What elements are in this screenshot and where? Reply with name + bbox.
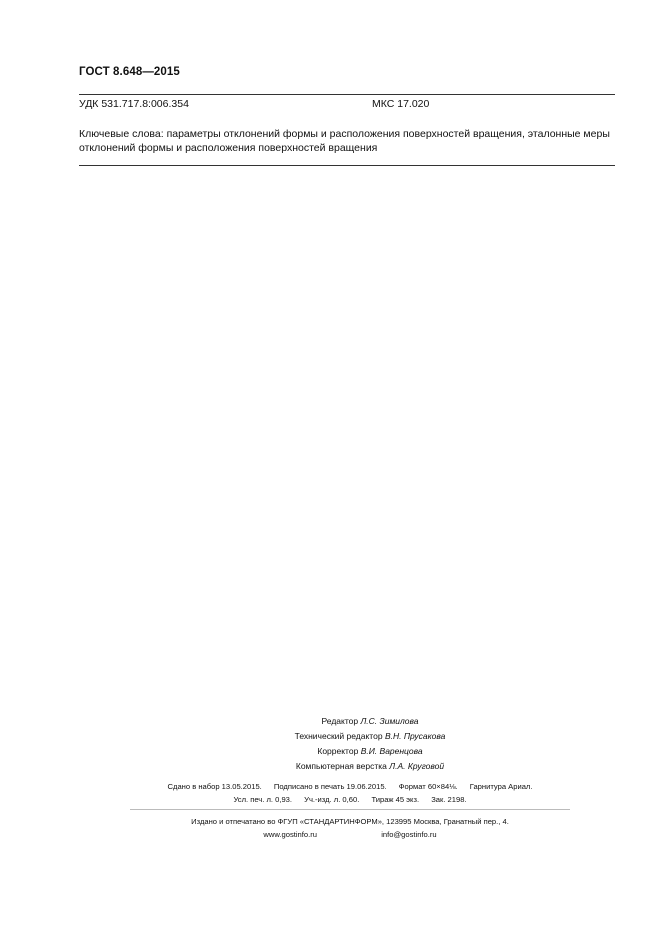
publisher-contacts <box>130 830 570 839</box>
top-divider <box>79 94 615 95</box>
credits-block <box>220 714 520 774</box>
print-info-line-2: Усл. печ. л. 0,93. Уч.-изд. л. 0,60. Тираж 45 экз. Зак. 2198. <box>233 795 467 804</box>
publisher-website: www.gostinfo.ru <box>263 830 317 839</box>
credit-layout: Компьютерная верстка Л.А. Круговой <box>295 761 445 771</box>
publisher-email: info@gostinfo.ru <box>381 830 437 839</box>
udk-code: УДК 531.717.8:006.354 <box>79 98 189 110</box>
keywords-block <box>79 127 619 155</box>
keywords-text: параметры отклонений формы и расположения поверхностей вращения, эталонные меры отклонений формы и расположения поверхностей вращения <box>79 128 610 154</box>
keywords-divider <box>79 165 615 166</box>
print-info-line-1: Сдано в набор 13.05.2015. Подписано в печать 19.06.2015. Формат 60×84⅛. Гарнитура Ариал. <box>167 782 533 791</box>
publisher-divider <box>130 809 570 810</box>
credit-corrector: Корректор В.И. Варенцова <box>317 746 423 756</box>
keywords-label: Ключевые слова: <box>79 128 164 140</box>
publisher-line: Издано и отпечатано во ФГУП «СТАНДАРТИНФОРМ», 123995 Москва, Гранатный пер., 4. <box>191 817 509 826</box>
mks-code: МКС 17.020 <box>372 98 430 110</box>
credit-editor: Редактор Л.С. Зимилова <box>321 716 419 726</box>
document-id: ГОСТ 8.648—2015 <box>79 66 180 78</box>
credit-tech-editor: Технический редактор В.Н. Прусакова <box>294 731 446 741</box>
